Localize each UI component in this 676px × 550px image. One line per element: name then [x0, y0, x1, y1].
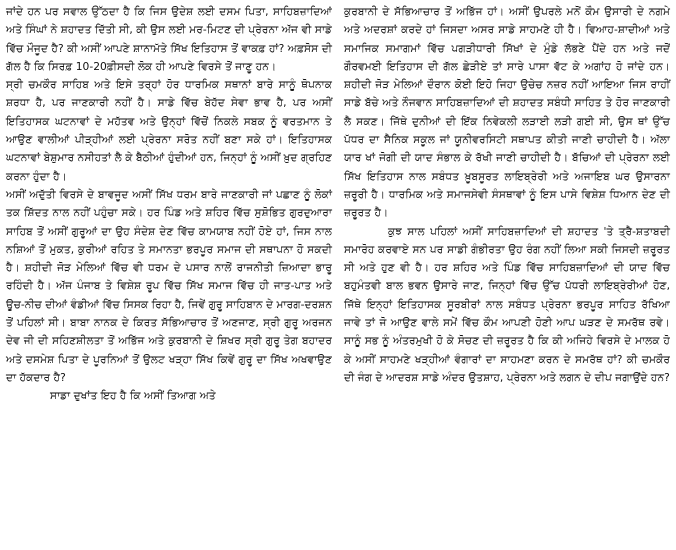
article-column-right — [344, 3, 670, 550]
paragraph: ਸਾਡਾ ਦੁਖਾਂਤ ਇਹ ਹੈ ਕਿ ਅਸੀਂ ਤਿਆਗ ਅਤੇ — [50, 389, 216, 403]
article-column-left — [6, 3, 332, 550]
paragraph: ਕੁਰਬਾਨੀ ਦੇ ਸੱਭਿਆਚਾਰ ਤੋਂ ਅਭਿੱਜ ਹਾਂ। ਅਸੀਂ ਉਪਰਲੇ ਮਨੋਂ ਕੌਮ ਉਸਾਰੀ ਦੇ ਨਗਮੇ ਅਤੇ ਅਦਰਸ਼ਾਂ ਕਰਦੇ ਹਾਂ ਜਿਸਦਾ ਅਸਰ ਸਾਡੇ ਸਾਹਮਣੇ ਹੀ ਹੈ। ਵਿਆਹ-ਸ਼ਾਦੀਆਂ ਅਤੇ ਸਮਾਜਿਕ ਸਮਾਗਮਾਂ ਵਿੱਚ ਪਗੜੀਧਾਰੀ ਸਿੱਖਾਂ ਦੇ ਮੁੰਡੇ ਲੱਭਣੇ ਪੈਂਦੇ ਹਨ ਅਤੇ ਜਦੋਂ ਗੌਰਵਮਈ ਇਤਿਹਾਸ ਦੀ ਗੱਲ ਛੇੜੀਏ ਤਾਂ ਸਾਰੇ ਪਾਸਾ ਵੱਟ ਕੇ ਅਗਾਂਹ ਹੋ ਜਾਂਦੇ ਹਨ। ਸ਼ਹੀਦੀ ਜੋੜ ਮੇਲਿਆਂ ਦੌਰਾਨ ਕੋਈ ਇਹੋ ਜਿਹਾ ਉਚੇਚ ਨਜ਼ਰ ਨਹੀਂ ਆਇਆ ਜਿਸ ਰਾਹੀਂ ਸਾਡੇ ਬੱਚੇ ਅਤੇ ਨੌਜਵਾਨ ਸਾਹਿਬਜ਼ਾਦਿਆਂ ਦੀ ਸ਼ਹਾਦਤ ਸਬੰਧੀ ਸਾਹਿਤ ਤੇ ਹੋਰ ਜਾਣਕਾਰੀ ਲੈ ਸਕਣ। ਜਿੱਥੇ ਦੁਨੀਆਂ ਦੀ ਇੱਕ ਨਿਵੇਕਲੀ ਲੜਾਈ ਲੜੀ ਗਈ ਸੀ, ਉਸ ਥਾਂ ਉੱਚ ਪੱਧਰ ਦਾ ਸੈਨਿਕ ਸਕੂਲ ਜਾਂ ਯੂਨੀਵਰਸਿਟੀ ਸਥਾਪਤ ਕੀਤੀ ਜਾਣੀ ਚਾਹੀਦੀ ਹੈ। ਅੱਲਾ ਯਾਰ ਖਾਂ ਜੋਗੀ ਦੀ ਯਾਦ ਸੰਭਾਲ ਕੇ ਰੱਖੀ ਜਾਣੀ ਚਾਹੀਦੀ ਹੈ। ਬੱਚਿਆਂ ਦੀ ਪ੍ਰੇਰਨਾ ਲਈ ਸਿੱਖ ਇਤਿਹਾਸ ਨਾਲ ਸਬੰਧਤ ਖ਼ੂਬਸੂਰਤ ਲਾਇਬ੍ਰੇਰੀ ਅਤੇ ਅਜਾਇਬ ਘਰ ਉਸਾਰਨਾ ਜ਼ਰੂਰੀ ਹੈ। ਧਾਰਮਿਕ ਅਤੇ ਸਮਾਜਸੇਵੀ ਸੰਸਥਾਵਾਂ ਨੂੰ ਇਸ ਪਾਸੇ ਵਿਸ਼ੇਸ਼ ਧਿਆਨ ਦੇਣ ਦੀ ਜ਼ਰੂਰਤ ਹੈ। — [344, 5, 670, 220]
paragraph: ਕੁਝ ਸਾਲ ਪਹਿਲਾਂ ਅਸੀਂ ਸਾਹਿਬਜ਼ਾਦਿਆਂ ਦੀ ਸ਼ਹਾਦਤ 'ਤੇ ਤ੍ਰੈ-ਸ਼ਤਾਬਦੀ ਸਮਾਰੋਹ ਕਰਵਾਏ ਸਨ ਪਰ ਸਾਡੀ ਗੰਭੀਰਤਾ ਉਹ ਰੰਗ ਨਹੀਂ ਲਿਆ ਸਕੀ ਜਿਸਦੀ ਜ਼ਰੂਰਤ ਸੀ ਅਤੇ ਹੁਣ ਵੀ ਹੈ। ਹਰ ਸ਼ਹਿਰ ਅਤੇ ਪਿੰਡ ਵਿੱਚ ਸਾਹਿਬਜ਼ਾਦਿਆਂ ਦੀ ਯਾਦ ਵਿੱਚ ਬਹੁਮੰਤਵੀ ਬਾਲ ਭਵਨ ਉਸਾਰੇ ਜਾਣ, ਜਿਨ੍ਹਾਂ ਵਿੱਚ ਉੱਚ ਪੱਧਰੀ ਲਾਇਬ੍ਰੇਰੀਆਂ ਹੋਣ, ਜਿੱਥੇ ਇਨ੍ਹਾਂ ਇਤਿਹਾਸਕ ਸੂਰਬੀਰਾਂ ਨਾਲ ਸਬੰਧਤ ਪ੍ਰੇਰਨਾ ਭਰਪੂਰ ਸਾਹਿਤ ਰੱਖਿਆ ਜਾਵੇ ਤਾਂ ਜੋ ਆਉਣ ਵਾਲੇ ਸਮੇਂ ਵਿੱਚ ਕੌਮ ਆਪਣੀ ਹੋਣੀ ਆਪ ਘੜਣ ਦੇ ਸਮਰੱਥ ਰਵੇ। ਸਾਨੂੰ ਸਭ ਨੂੰ ਅੰਤਰਮੁਖੀ ਹੋ ਕੇ ਸੋਚਣ ਦੀ ਜ਼ਰੂਰਤ ਹੈ ਕਿ ਕੀ ਅਜਿਹੇ ਵਿਰਸੇ ਦੇ ਮਾਲਕ ਹੋ ਕੇ ਅਸੀਂ ਸਾਹਮਣੇ ਖੜ੍ਹੀਆਂ ਵੰਗਾਰਾਂ ਦਾ ਸਾਹਮਣਾ ਕਰਨ ਦੇ ਸਮਰੱਥ ਹਾਂ? ਕੀ ਚਮਕੌਰ ਦੀ ਜੰਗ ਦੇ ਆਦਰਸ਼ ਸਾਡੇ ਅੰਦਰ ਉਤਸ਼ਾਹ, ਪ੍ਰੇਰਨਾ ਅਤੇ ਲਗਨ ਦੇ ਦੀਪ ਜਗਾਉਂਦੇ ਹਨ? — [344, 224, 670, 384]
paragraph: ਅਸੀਂ ਅਦੁੱਤੀ ਵਿਰਸੇ ਦੇ ਬਾਵਜੂਦ ਅਸੀਂ ਸਿੱਖ ਧਰਮ ਬਾਰੇ ਜਾਣਕਾਰੀ ਜਾਂ ਪਛਾਣ ਨੂੰ ਲੋਕਾਂ ਤਕ ਸ਼ਿੱਦਤ ਨਾਲ ਨਹੀਂ ਪਹੁੰਚਾ ਸਕੇ। ਹਰ ਪਿੰਡ ਅਤੇ ਸ਼ਹਿਰ ਵਿੱਚ ਸੁਸ਼ੋਭਿਤ ਗੁਰਦੁਆਰਾ ਸਾਹਿਬ ਤੋਂ ਅਸੀਂ ਗੁਰੂਆਂ ਦਾ ਉਹ ਸੰਦੇਸ਼ ਦੇਣ ਵਿੱਚ ਕਾਮਯਾਬ ਨਹੀਂ ਹੋਏ ਹਾਂ, ਜਿਸ ਨਾਲ ਨਸ਼ਿਆਂ ਤੋਂ ਮੁਕਤ, ਕੁਰੀਆਂ ਰਹਿਤ ਤੇ ਸਮਾਨਤਾ ਭਰਪੂਰ ਸਮਾਜ ਦੀ ਸਥਾਪਨਾ ਹੋ ਸਕਦੀ ਹੈ। ਸ਼ਹੀਦੀ ਜੋੜ ਮੇਲਿਆਂ ਵਿੱਚ ਵੀ ਧਰਮ ਦੇ ਪਸਾਰ ਨਾਲੋਂ ਰਾਜਨੀਤੀ ਜ਼ਿਆਦਾ ਭਾਰੂ ਰਹਿੰਦੀ ਹੈ। ਅੱਜ ਪੰਜਾਬ ਤੇ ਵਿਸ਼ੇਸ਼ ਰੂਪ ਵਿੱਚ ਸਿੱਖ ਸਮਾਜ ਵਿੱਚ ਹੀ ਜਾਤ-ਪਾਤ ਅਤੇ ਊਚ-ਨੀਚ ਦੀਆਂ ਵੰਡੀਆਂ ਵਿੱਚ ਸਿਸਕ ਰਿਹਾ ਹੈ, ਜਿਵੇਂ ਗੁਰੂ ਸਾਹਿਬਾਨ ਦੇ ਮਾਰਗ-ਦਰਸ਼ਨ ਤੋਂ ਪਹਿਲਾਂ ਸੀ। ਬਾਬਾ ਨਾਨਕ ਦੇ ਕਿਰਤ ਸੱਭਿਆਚਾਰ ਤੋਂ ਅਣਜਾਣ, ਸ੍ਰੀ ਗੁਰੂ ਅਰਜਨ ਦੇਵ ਜੀ ਦੀ ਸਹਿਣਸ਼ੀਲਤਾ ਤੋਂ ਅਭਿੱਜ ਅਤੇ ਕੁਰਬਾਨੀ ਦੇ ਸ਼ਿਖਰ ਸ੍ਰੀ ਗੁਰੂ ਤੇਗ ਬਹਾਦਰ ਅਤੇ ਦਸਮੇਸ਼ ਪਿਤਾ ਦੇ ਪੂਰਨਿਆਂ ਤੋਂ ਉਲਟ ਖੜ੍ਹਾ ਸਿੱਖ ਕਿਵੇਂ ਗੁਰੂ ਦਾ ਸਿੱਖ ਅਖਵਾਉਣ ਦਾ ਹੱਕਦਾਰ ਹੈ? — [6, 187, 333, 384]
paragraph: ਸ੍ਰੀ ਚਮਕੌਰ ਸਾਹਿਬ ਅਤੇ ਇਸੇ ਤਰ੍ਹਾਂ ਹੋਰ ਧਾਰਮਿਕ ਸਥਾਨਾਂ ਬਾਰੇ ਸਾਨੂੰ ਥੋਪਨਾਕ ਸ਼ਰਧਾ ਹੈ, ਪਰ ਜਾਣਕਾਰੀ ਨਹੀਂ ਹੈ। ਸਾਡੇ ਵਿੱਚ ਬੇਹੱਦ ਸੇਵਾ ਭਾਵ ਹੈ, ਪਰ ਅਸੀਂ ਇਤਿਹਾਸਕ ਘਟਨਾਵਾਂ ਦੇ ਮਹੱਤਵ ਅਤੇ ਉਨ੍ਹਾਂ ਵਿੱਚੋਂ ਨਿਕਲੇ ਸਬਕ ਨੂੰ ਵਰਤਮਾਨ ਤੇ ਆਉਣ ਵਾਲੀਆਂ ਪੀੜ੍ਹੀਆਂ ਲਈ ਪ੍ਰੇਰਨਾ ਸਰੋਤ ਨਹੀਂ ਬਣਾ ਸਕੇ ਹਾਂ। ਇਤਿਹਾਸਕ ਘਟਨਾਵਾਂ ਬੇਸ਼ੁਮਾਰ ਨਸੀਹਤਾਂ ਲੈ ਕੇ ਬੈਠੀਆਂ ਹੁੰਦੀਆਂ ਹਨ, ਜਿਨ੍ਹਾਂ ਨੂੰ ਅਸੀਂ ਖ਼ੁਦ ਗ੍ਰਹਿਣ ਕਰਨਾ ਹੁੰਦਾ ਹੈ। — [6, 78, 332, 183]
paragraph: ਜਾਂਦੇ ਹਨ ਪਰ ਸਵਾਲ ਉੱਠਦਾ ਹੈ ਕਿ ਜਿਸ ਉਦੇਸ਼ ਲਈ ਦਸਮ ਪਿਤਾ, ਸਾਹਿਬਜ਼ਾਦਿਆਂ ਅਤੇ ਸਿੰਘਾਂ ਨੇ ਸ਼ਹਾਦਤ ਦਿੱਤੀ ਸੀ, ਕੀ ਉਸ ਲਈ ਮਰ-ਮਿਟਣ ਦੀ ਪ੍ਰੇਰਨਾ ਅੱਜ ਵੀ ਸਾਡੇ ਵਿੱਚ ਮੌਜੂਦ ਹੈ? ਕੀ ਅਸੀਂ ਆਪਣੇ ਸ਼ਾਨਾਮੱਤੇ ਸਿੱਖ ਇਤਿਹਾਸ ਤੋਂ ਵਾਕਫ਼ ਹਾਂ? ਅਫ਼ਸੋਸ ਦੀ ਗੱਲ ਹੈ ਕਿ ਸਿਰਫ਼ 10-20ਫ਼ੀਸਦੀ ਲੋਕ ਹੀ ਆਪਣੇ ਵਿਰਸੇ ਤੋਂ ਜਾਣੂ ਹਨ। — [6, 5, 332, 73]
